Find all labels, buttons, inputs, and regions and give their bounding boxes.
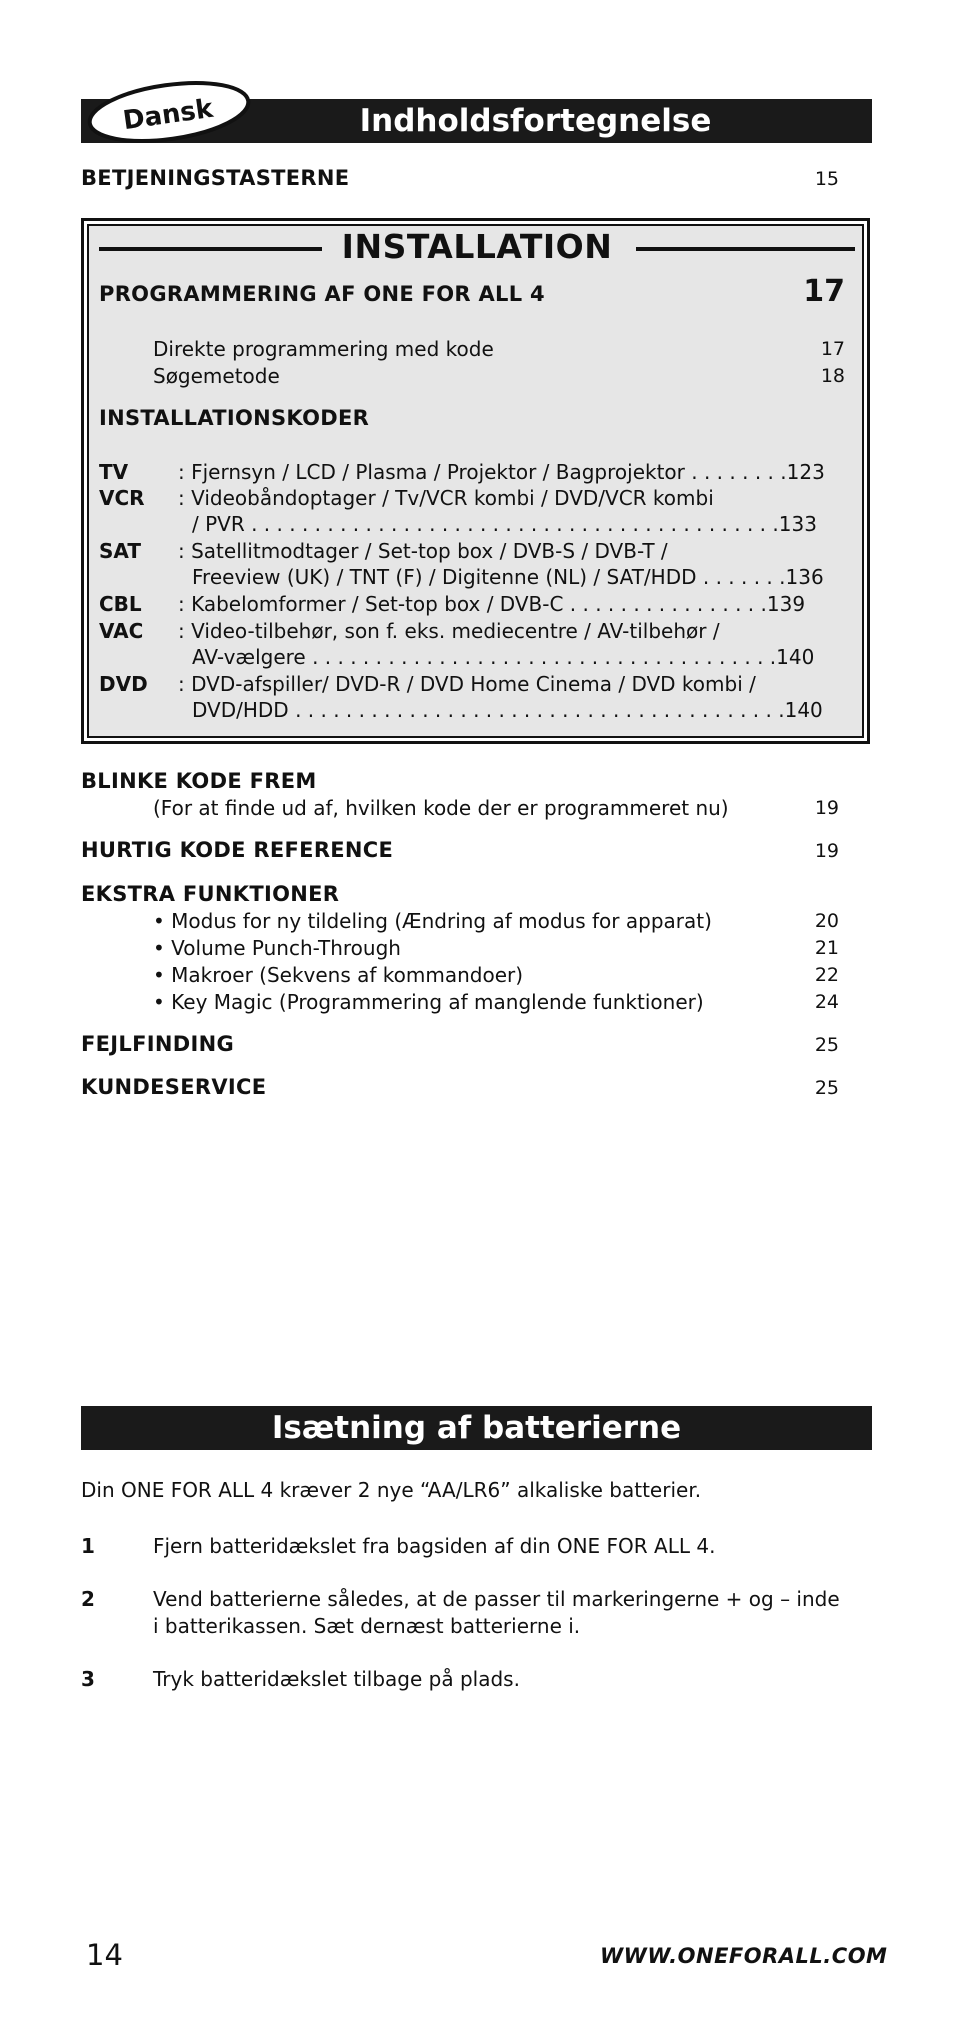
step-text: Fjern batteridækslet fra bagsiden af din ONE FOR ALL 4. <box>153 1534 716 1558</box>
code-line: Freeview (UK) / TNT (F) / Digitenne (NL) / SAT/HDD . . . . . . .136 <box>192 565 824 589</box>
installation-rule-right <box>636 247 855 251</box>
step-number: 2 <box>81 1587 95 1611</box>
code-line: : Videobåndoptager / Tv/VCR kombi / DVD/VCR kombi <box>178 486 714 510</box>
step-number: 1 <box>81 1534 95 1558</box>
code-key-sat: SAT <box>99 539 141 563</box>
code-key-vcr: VCR <box>99 486 145 510</box>
language-badge-label: Dansk <box>121 93 215 137</box>
step-text: i batterikassen. Sæt dernæst batterierne i. <box>153 1614 581 1638</box>
installation-rule-left <box>99 247 322 251</box>
toc-fejl-page: 25 <box>814 1034 839 1056</box>
toc-hurtig-page: 19 <box>814 840 839 862</box>
code-line: : DVD-afspiller/ DVD-R / DVD Home Cinema / DVD kombi / <box>178 672 756 696</box>
code-key-cbl: CBL <box>99 592 142 616</box>
toc-betjening-label: BETJENINGSTASTERNE <box>81 166 350 190</box>
step-text: Vend batterierne således, at de passer til markeringerne + og – inde <box>153 1587 840 1611</box>
code-line: : Satellitmodtager / Set-top box / DVB-S / DVB-T / <box>178 539 668 563</box>
toc-sub-item: Direkte programmering med kode <box>153 337 494 361</box>
toc-ekstra-item: • Volume Punch-Through <box>153 936 401 960</box>
step-text: Tryk batteridækslet tilbage på plads. <box>153 1667 520 1691</box>
toc-fejl-label: FEJLFINDING <box>81 1032 234 1056</box>
code-key-tv: TV <box>99 460 129 484</box>
code-line: : Kabelomformer / Set-top box / DVB-C . . . . . . . . . . . . . . . .139 <box>178 592 806 616</box>
toc-blinke-desc: (For at finde ud af, hvilken kode der er programmeret nu) <box>153 796 729 820</box>
toc-blinke-label: BLINKE KODE FREM <box>81 769 317 793</box>
page-number: 14 <box>86 1938 123 1972</box>
code-line: / PVR . . . . . . . . . . . . . . . . . . . . . . . . . . . . . . . . . . . . . . . . . .133 <box>192 512 817 536</box>
page-title: Indholdsfortegnelse <box>359 103 712 139</box>
code-line: AV-vælgere . . . . . . . . . . . . . . . . . . . . . . . . . . . . . . . . . . . . .140 <box>192 645 815 669</box>
toc-ekstra-item-page: 24 <box>814 991 839 1013</box>
toc-sub-item-page: 18 <box>820 365 845 387</box>
step-number: 3 <box>81 1667 95 1691</box>
toc-kunde-page: 25 <box>814 1077 839 1099</box>
toc-ekstra-label: EKSTRA FUNKTIONER <box>81 882 340 906</box>
code-key-vac: VAC <box>99 619 144 643</box>
batteries-intro: Din ONE FOR ALL 4 kræver 2 nye “AA/LR6” alkaliske batterier. <box>81 1478 702 1502</box>
installation-title: INSTALLATION <box>341 227 613 266</box>
website-url: WWW.ONEFORALL.COM <box>600 1944 888 1968</box>
toc-ekstra-item-page: 21 <box>814 937 839 959</box>
toc-blinke-page: 19 <box>814 797 839 819</box>
toc-ekstra-item: • Modus for ny tildeling (Ændring af modus for apparat) <box>153 909 712 933</box>
code-line: DVD/HDD . . . . . . . . . . . . . . . . . . . . . . . . . . . . . . . . . . . . . . .140 <box>192 698 823 722</box>
toc-programming-label: PROGRAMMERING AF ONE FOR ALL 4 <box>99 282 545 306</box>
toc-programming-page: 17 <box>803 274 845 309</box>
toc-ekstra-item: • Key Magic (Programmering af manglende funktioner) <box>153 990 704 1014</box>
toc-kunde-label: KUNDESERVICE <box>81 1075 267 1099</box>
toc-ekstra-item-page: 20 <box>814 910 839 932</box>
code-key-dvd: DVD <box>99 672 148 696</box>
toc-betjening-page: 15 <box>814 168 839 190</box>
toc-hurtig-label: HURTIG KODE REFERENCE <box>81 838 394 862</box>
installation-codes-heading: INSTALLATIONSKODER <box>99 406 370 430</box>
toc-sub-item-page: 17 <box>820 338 845 360</box>
code-line: : Fjernsyn / LCD / Plasma / Projektor / Bagprojektor . . . . . . . .123 <box>178 460 825 484</box>
code-line: : Video-tilbehør, son f. eks. mediecentre / AV-tilbehør / <box>178 619 720 643</box>
toc-ekstra-item: • Makroer (Sekvens af kommandoer) <box>153 963 524 987</box>
batteries-title: Isætning af batterierne <box>271 1410 682 1446</box>
toc-sub-item: Søgemetode <box>153 364 280 388</box>
toc-ekstra-item-page: 22 <box>814 964 839 986</box>
